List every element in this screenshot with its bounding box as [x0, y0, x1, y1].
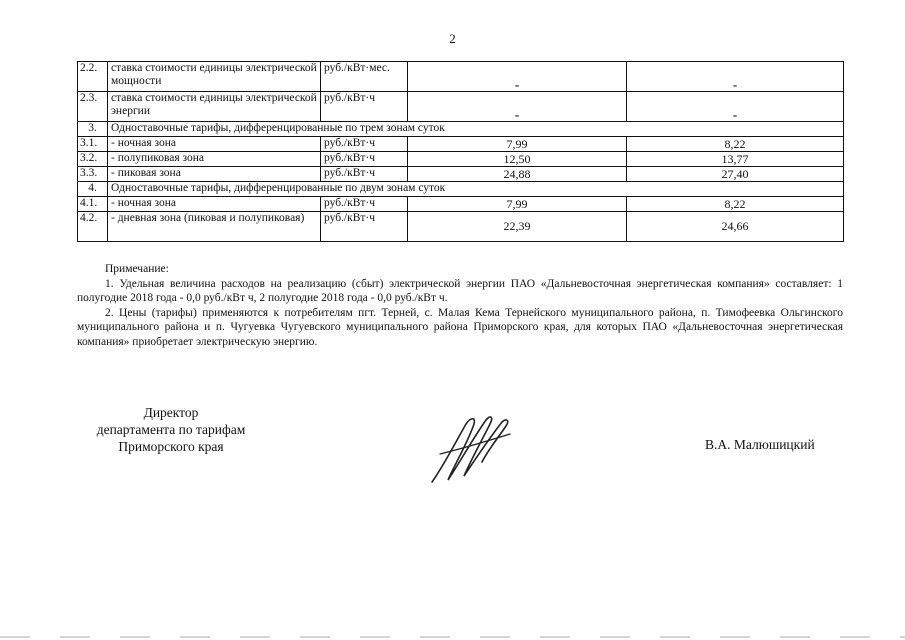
section-heading-row	[78, 182, 844, 197]
row-description: - ночная зона	[108, 137, 321, 152]
value-half2: -	[627, 92, 844, 122]
section-heading: Одноставочные тарифы, дифференцированные по двум зонам суток	[108, 182, 844, 197]
row-unit: руб./кВт·ч	[321, 197, 408, 212]
value-half2: 24,66	[627, 212, 844, 242]
row-unit: руб./кВт·ч	[321, 92, 408, 122]
row-unit: руб./кВт·ч	[321, 212, 408, 242]
row-number: 4.2.	[78, 212, 108, 242]
value-half2: 13,77	[627, 152, 844, 167]
tariff-table	[77, 61, 844, 242]
row-unit: руб./кВт·мес.	[321, 62, 408, 92]
note-title: Примечание:	[105, 263, 169, 275]
row-unit: руб./кВт·ч	[321, 167, 408, 182]
row-description: ставка стоимости единицы электрической энергии	[108, 92, 321, 122]
position-line-1: Директор	[143, 405, 199, 420]
value-half1: -	[408, 92, 627, 122]
row-number: 4.	[78, 182, 108, 197]
page-number: 2	[449, 31, 456, 46]
table-row	[78, 152, 844, 167]
row-unit: руб./кВт·ч	[321, 137, 408, 152]
section-heading-row	[78, 122, 844, 137]
note-item-1: 1. Удельная величина расходов на реализацию (сбыт) электрической энергии ПАО «Дальневосточная энергетическая компания» составляет: 1 полугодие 2018 года - 0,0 руб./кВт ч, 2 полугодие 2018 года - 0,0 руб./кВт ч.	[77, 277, 843, 304]
table-row	[78, 197, 844, 212]
scan-artifact-line	[0, 636, 905, 638]
value-half2: 27,40	[627, 167, 844, 182]
value-half1: -	[408, 62, 627, 92]
table-row	[78, 62, 844, 92]
row-description: - ночная зона	[108, 197, 321, 212]
note-block	[77, 262, 843, 349]
signatory-position	[76, 404, 266, 455]
value-half1: 7,99	[408, 137, 627, 152]
position-line-2: департамента по тарифам	[96, 422, 246, 437]
value-half2: -	[627, 62, 844, 92]
table-row	[78, 212, 844, 242]
table-row	[78, 137, 844, 152]
row-number: 3.2.	[78, 152, 108, 167]
row-number: 3.3.	[78, 167, 108, 182]
position-line-3: Приморского края	[118, 439, 224, 454]
value-half2: 8,22	[627, 197, 844, 212]
row-description: - полупиковая зона	[108, 152, 321, 167]
section-heading: Одноставочные тарифы, дифференцированные по трем зонам суток	[108, 122, 844, 137]
row-number: 2.2.	[78, 62, 108, 92]
row-description: ставка стоимости единицы электрической мощности	[108, 62, 321, 92]
row-description: - пиковая зона	[108, 167, 321, 182]
row-number: 4.1.	[78, 197, 108, 212]
table-row	[78, 167, 844, 182]
value-half1: 7,99	[408, 197, 627, 212]
value-half1: 22,39	[408, 212, 627, 242]
row-number: 2.3.	[78, 92, 108, 122]
row-number: 3.	[78, 122, 108, 137]
note-item-2: 2. Цены (тарифы) применяются к потребителям пгт. Терней, с. Малая Кема Тернейского муниципального района, п. Тимофеевка Ольгинского муниципального района и п. Чугуевка Чугуевского муниципального района Приморского края, для которых ПАО «Дальневосточная энергетическая компания» приобретает электрическую энергию.	[77, 306, 843, 348]
row-unit: руб./кВт·ч	[321, 152, 408, 167]
table-row	[78, 92, 844, 122]
row-description: - дневная зона (пиковая и полупиковая)	[108, 212, 321, 242]
value-half1: 24,88	[408, 167, 627, 182]
handwritten-signature	[426, 410, 516, 488]
signatory-name: В.А. Малюшицкий	[705, 437, 815, 452]
value-half2: 8,22	[627, 137, 844, 152]
row-number: 3.1.	[78, 137, 108, 152]
value-half1: 12,50	[408, 152, 627, 167]
